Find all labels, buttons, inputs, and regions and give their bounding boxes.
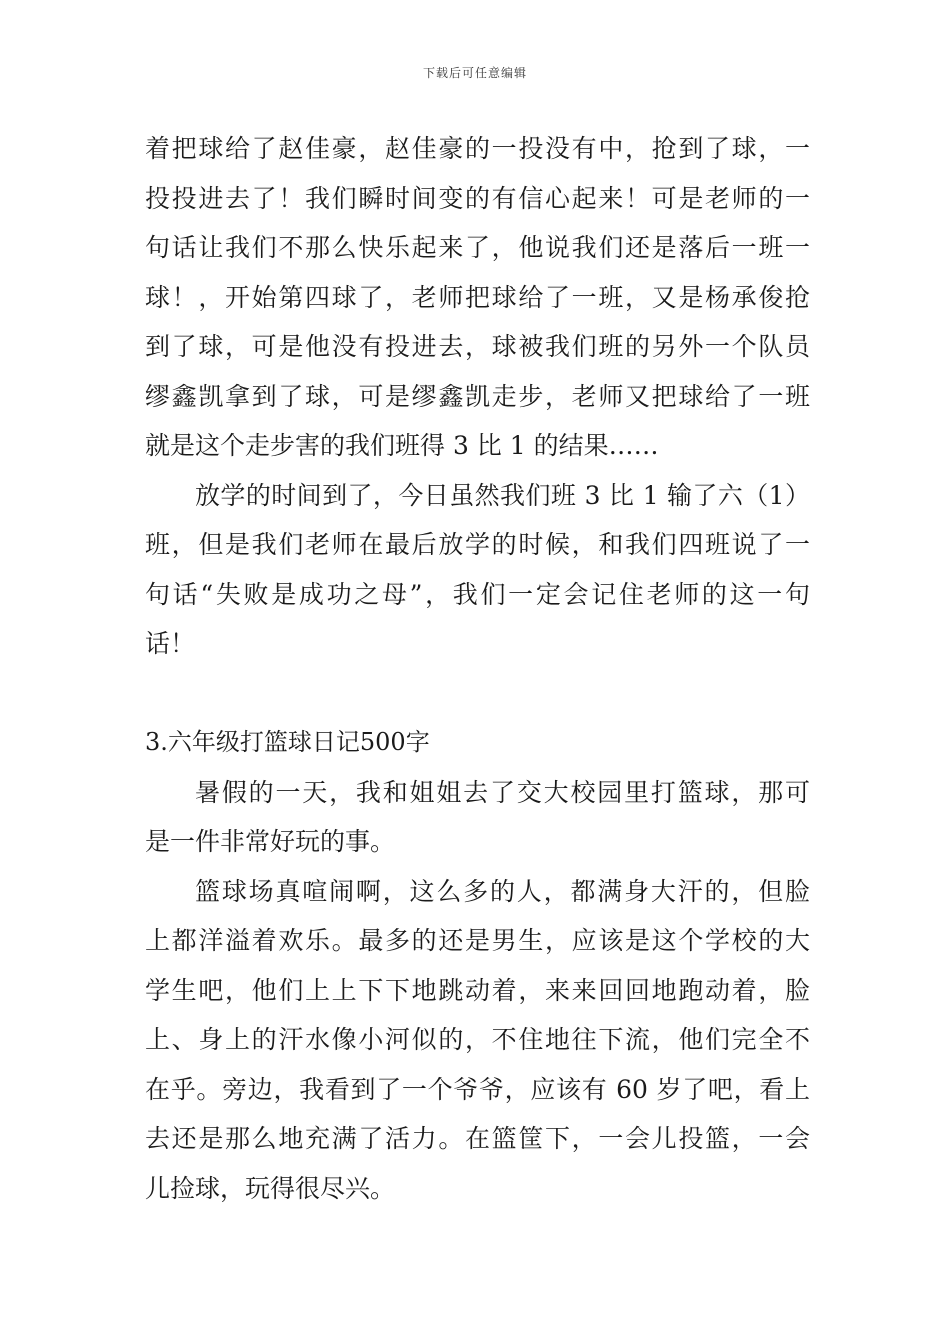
text-line: 是一件非常好玩的事。 (145, 827, 396, 856)
text-line: 话！ (145, 629, 196, 658)
text-line: 上、身上的汗水像小河似的，不住地往下流，他们完全不 (145, 1025, 810, 1054)
text-line: 到了球，可是他没有投进去，球被我们班的另外一个队员 (145, 332, 810, 361)
text-line: 暑假的一天，我和姐姐去了交大校园里打篮球，那可 (195, 777, 810, 807)
text-line: 球！，开始第四球了，老师把球给了一班，又是杨承俊抢 (145, 282, 810, 312)
text-line: 上都洋溢着欢乐。最多的还是男生，应该是这个学校的大 (145, 926, 810, 955)
text-line: 学生吧，他们上上下下地跳动着，来来回回地跑动着，脸 (145, 975, 810, 1005)
paragraph-spacer (145, 669, 810, 719)
text-line: 去还是那么地充满了活力。在篮筐下，一会儿投篮，一会 (145, 1124, 810, 1153)
text-line: 句话“失败是成功之母”，我们一定会记住老师的这一句 (145, 579, 810, 609)
page-header: 下载后可任意编辑 (422, 66, 527, 80)
text-line: 放学的时间到了，今日虽然我们班 3 比 1 输了六（1） (195, 480, 810, 510)
text-line: 篮球场真喧闹啊，这么多的人，都满身大汗的，但脸 (195, 876, 810, 906)
text-line: 着把球给了赵佳豪，赵佳豪的一投没有中，抢到了球，一 (145, 134, 810, 163)
text-line: 投投进去了！我们瞬时间变的有信心起来！可是老师的一 (145, 183, 810, 213)
document-body (145, 124, 810, 1213)
text-line: 缪鑫凯拿到了球，可是缪鑫凯走步，老师又把球给了一班 (145, 381, 810, 411)
paragraph-2 (145, 471, 810, 669)
paragraph-1 (145, 124, 810, 471)
text-line: 在乎。旁边，我看到了一个爷爷，应该有 60 岁了吧，看上 (145, 1074, 810, 1104)
text-line: 句话让我们不那么快乐起来了，他说我们还是落后一班一 (145, 233, 810, 262)
paragraph-3 (145, 768, 810, 867)
paragraph-4 (145, 867, 810, 1214)
text-line: 儿捡球，玩得很尽兴。 (145, 1173, 396, 1203)
text-line: 班，但是我们老师在最后放学的时候，和我们四班说了一 (145, 530, 810, 559)
section-heading: 3.六年级打篮球日记500字 (145, 728, 430, 756)
text-line: 就是这个走步害的我们班得 3 比 1 的结果…… (145, 431, 659, 460)
